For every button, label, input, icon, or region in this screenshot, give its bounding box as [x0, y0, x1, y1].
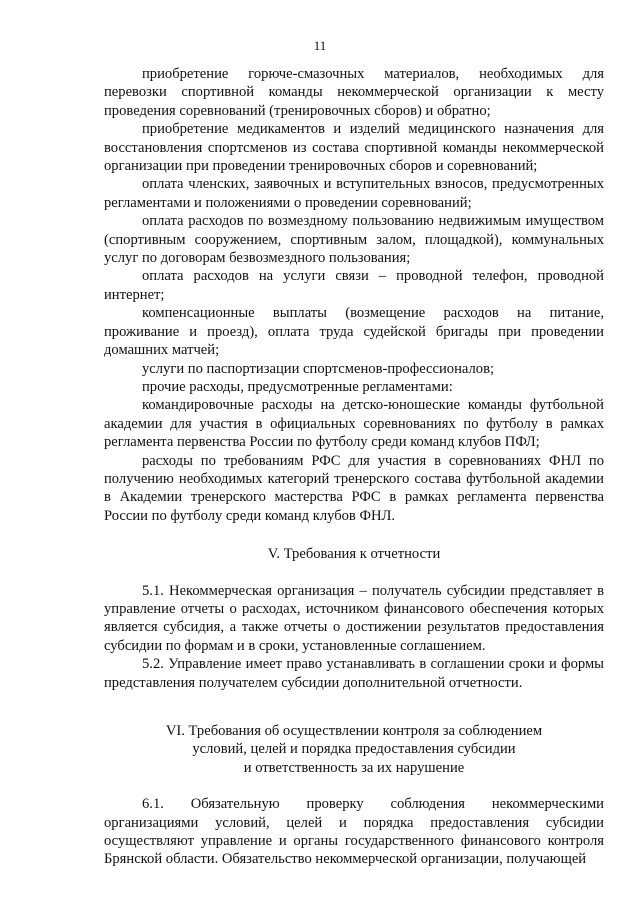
expense-item-communication: оплата расходов на услуги связи – проводной телефон, проводной интернет;	[104, 268, 604, 303]
expense-item-fuel: приобретение горюче-смазочных материалов, необходимых для перевозки спортивной команды некоммерческой организации к месту проведения соревнований (тренировочных сборов) и обратно;	[104, 66, 604, 119]
expense-item-passportization: услуги по паспортизации спортсменов-профессионалов;	[142, 360, 495, 377]
section-6-heading-line-3: и ответственность за их нарушение	[243, 759, 465, 776]
document-body	[104, 65, 604, 869]
expense-item-medicine: приобретение медикаментов и изделий медицинского назначения для восстановления спортсменов из состава спортивной команды некоммерческой организации при проведении тренировочных сборов и соревнований;	[104, 121, 604, 175]
expense-item-travel: командировочные расходы на детско-юношеские команды футбольной академии для участия в официальных соревнованиях по футболу в рамках регламента первенства России по футболу среди команд клубов ПФЛ;	[104, 397, 604, 451]
section-6-paragraph-1: 6.1. Обязательную проверку соблюдения некоммерческими организациями условий, целей и порядка предоставления субсидии осуществляют управление и органы государственного финансового контроля Брянской области. Обязательство некоммерческой организации, получающей	[104, 796, 604, 868]
expense-item-property-use: оплата расходов по возмездному пользованию недвижимым имуществом (спортивным сооружением, спортивным залом, площадкой), коммунальных услуг по договорам безвозмездного пользования;	[104, 213, 604, 267]
section-5-paragraph-1: 5.1. Некоммерческая организация – получатель субсидии представляет в управление отчеты о расходах, источником финансового обеспечения которых является субсидия, а также отчеты о достижении результатов предоставления субсидии по формам и в сроки, установленные соглашением.	[104, 582, 604, 654]
section-5-heading: V. Требования к отчетности	[267, 546, 441, 563]
section-6-heading-line-1: VI. Требования об осуществлении контроля за соблюдением	[165, 723, 543, 739]
expense-item-fees: оплата членских, заявочных и вступительных взносов, предусмотренных регламентами и положениями о проведении соревнований;	[104, 176, 604, 211]
expense-item-other: прочие расходы, предусмотренные регламентами:	[142, 378, 453, 395]
page-number: 11	[313, 38, 327, 53]
section-6-heading	[104, 722, 604, 777]
expense-item-rfs-requirements: расходы по требованиям РФС для участия в соревнованиях ФНЛ по получению необходимых категорий тренерского состава футбольной академии в Академии тренерского мастерства РФС в рамках регламента первенства России по футболу среди команд клубов ФНЛ.	[104, 452, 604, 524]
expense-item-compensation: компенсационные выплаты (возмещение расходов на питание, проживание и проезд), оплата труда судейской бригады при проведении домашних матчей;	[104, 305, 604, 359]
section-6-heading-line-2: условий, целей и порядка предоставления субсидии	[192, 741, 516, 758]
section-5-paragraph-2: 5.2. Управление имеет право устанавливать в соглашении сроки и формы представления получателем субсидии дополнительной отчетности.	[104, 656, 604, 691]
